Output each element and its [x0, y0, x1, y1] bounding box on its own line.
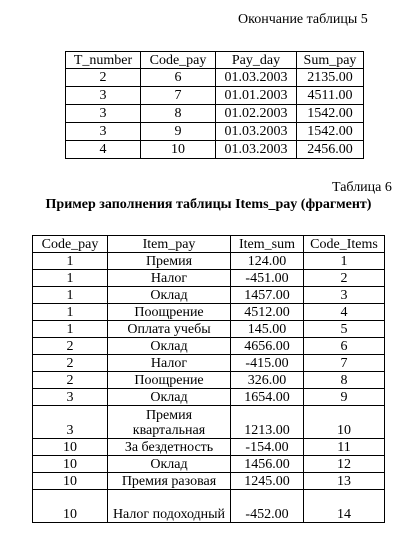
table-cell: 2: [33, 372, 108, 389]
header-item-pay: Item_pay: [108, 236, 231, 253]
table-cell: 2: [33, 355, 108, 372]
table-cell: 7: [304, 355, 385, 372]
items-pay-row: [33, 473, 385, 490]
table-cell: 3: [66, 105, 141, 123]
table-cell: Премия квартальная: [108, 406, 231, 439]
table-cell: 4511.00: [297, 87, 364, 105]
items-pay-row: [33, 456, 385, 473]
table-cell: 1213.00: [231, 406, 304, 439]
table-cell: Оплата учебы: [108, 321, 231, 338]
header-item-sum: Item_sum: [231, 236, 304, 253]
table-cell: -451.00: [231, 270, 304, 287]
table-cell: 2135.00: [297, 69, 364, 87]
table-cell: 13: [304, 473, 385, 490]
table-cell: 4: [304, 304, 385, 321]
table-cell: 1: [33, 321, 108, 338]
table-cell: 1542.00: [297, 123, 364, 141]
table-cell: Поощрение: [108, 372, 231, 389]
header-sum-pay: Sum_pay: [297, 52, 364, 69]
table-cell: 1457.00: [231, 287, 304, 304]
table-cell: 4512.00: [231, 304, 304, 321]
items-pay-row: [33, 389, 385, 406]
table-cell: 10: [33, 456, 108, 473]
table6-number: Таблица 6: [332, 180, 392, 195]
table-cell: Налог подоходный: [108, 490, 231, 523]
payments-table-header-row: [66, 52, 364, 69]
table-cell: 4656.00: [231, 338, 304, 355]
table-cell: Оклад: [108, 389, 231, 406]
table-cell: 2: [66, 69, 141, 87]
table-cell: За бездетность: [108, 439, 231, 456]
table-cell: 1: [33, 253, 108, 270]
header-code-pay: Code_pay: [33, 236, 108, 253]
table-cell: 10: [141, 141, 216, 159]
table-cell: 5: [304, 321, 385, 338]
items-pay-row: [33, 372, 385, 389]
payments-table: [65, 51, 364, 159]
table-cell: 1456.00: [231, 456, 304, 473]
table-cell: Налог: [108, 270, 231, 287]
table-cell: 01.02.2003: [216, 105, 297, 123]
payments-row: [66, 87, 364, 105]
table-cell: -452.00: [231, 490, 304, 523]
items-pay-row: [33, 355, 385, 372]
items-pay-table: [32, 235, 385, 523]
table-cell: 1654.00: [231, 389, 304, 406]
table-cell: -154.00: [231, 439, 304, 456]
table-cell: 10: [304, 406, 385, 439]
table-cell: Оклад: [108, 456, 231, 473]
table-cell: Поощрение: [108, 304, 231, 321]
table-cell: 11: [304, 439, 385, 456]
table-cell: 9: [304, 389, 385, 406]
table-cell: 3: [66, 87, 141, 105]
table-cell: 8: [304, 372, 385, 389]
table-cell: -415.00: [231, 355, 304, 372]
table-cell: 2456.00: [297, 141, 364, 159]
table-cell: 01.03.2003: [216, 141, 297, 159]
table-cell: 10: [33, 490, 108, 523]
items-pay-row: [33, 490, 385, 523]
table-cell: Оклад: [108, 338, 231, 355]
items-pay-row: [33, 270, 385, 287]
table-cell: 6: [304, 338, 385, 355]
table-cell: 1245.00: [231, 473, 304, 490]
table-cell: 10: [33, 473, 108, 490]
table-cell: 12: [304, 456, 385, 473]
table-cell: 6: [141, 69, 216, 87]
table-cell: 2: [33, 338, 108, 355]
table-cell: 1: [33, 270, 108, 287]
items-pay-row: [33, 253, 385, 270]
table-cell: Оклад: [108, 287, 231, 304]
payments-row: [66, 123, 364, 141]
header-pay-day: Pay_day: [216, 52, 297, 69]
table-cell: 1: [304, 253, 385, 270]
table-cell: 01.01.2003: [216, 87, 297, 105]
items-pay-row: [33, 338, 385, 355]
table-cell: Налог: [108, 355, 231, 372]
table-cell: 4: [66, 141, 141, 159]
payments-row: [66, 105, 364, 123]
table-cell: 7: [141, 87, 216, 105]
table-cell: 145.00: [231, 321, 304, 338]
table-cell: 3: [33, 389, 108, 406]
table-cell: 01.03.2003: [216, 123, 297, 141]
table-cell: 14: [304, 490, 385, 523]
table-cell: 1: [33, 304, 108, 321]
payments-row: [66, 69, 364, 87]
header-code-pay: Code_pay: [141, 52, 216, 69]
header-code-items: Code_Items: [304, 236, 385, 253]
table-cell: 1542.00: [297, 105, 364, 123]
payments-row: [66, 141, 364, 159]
items-pay-table-header-row: [33, 236, 385, 253]
items-pay-row: [33, 304, 385, 321]
items-pay-row: [33, 287, 385, 304]
items-pay-row: [33, 439, 385, 456]
table-cell: 9: [141, 123, 216, 141]
table6-title: Пример заполнения таблицы Items_pay (фрагмент): [45, 197, 372, 212]
items-pay-row: [33, 321, 385, 338]
table-cell: 326.00: [231, 372, 304, 389]
table-cell: Премия: [108, 253, 231, 270]
table-cell: 8: [141, 105, 216, 123]
items-pay-row: [33, 406, 385, 439]
table-cell: Премия разовая: [108, 473, 231, 490]
table-cell: 10: [33, 439, 108, 456]
table-cell: 2: [304, 270, 385, 287]
header-t-number: T_number: [66, 52, 141, 69]
table-cell: 3: [66, 123, 141, 141]
table-cell: 1: [33, 287, 108, 304]
table-cell: 3: [33, 406, 108, 439]
table-cell: 3: [304, 287, 385, 304]
table5-continuation-caption: Окончание таблицы 5: [238, 12, 368, 27]
table-cell: 124.00: [231, 253, 304, 270]
table-cell: 01.03.2003: [216, 69, 297, 87]
